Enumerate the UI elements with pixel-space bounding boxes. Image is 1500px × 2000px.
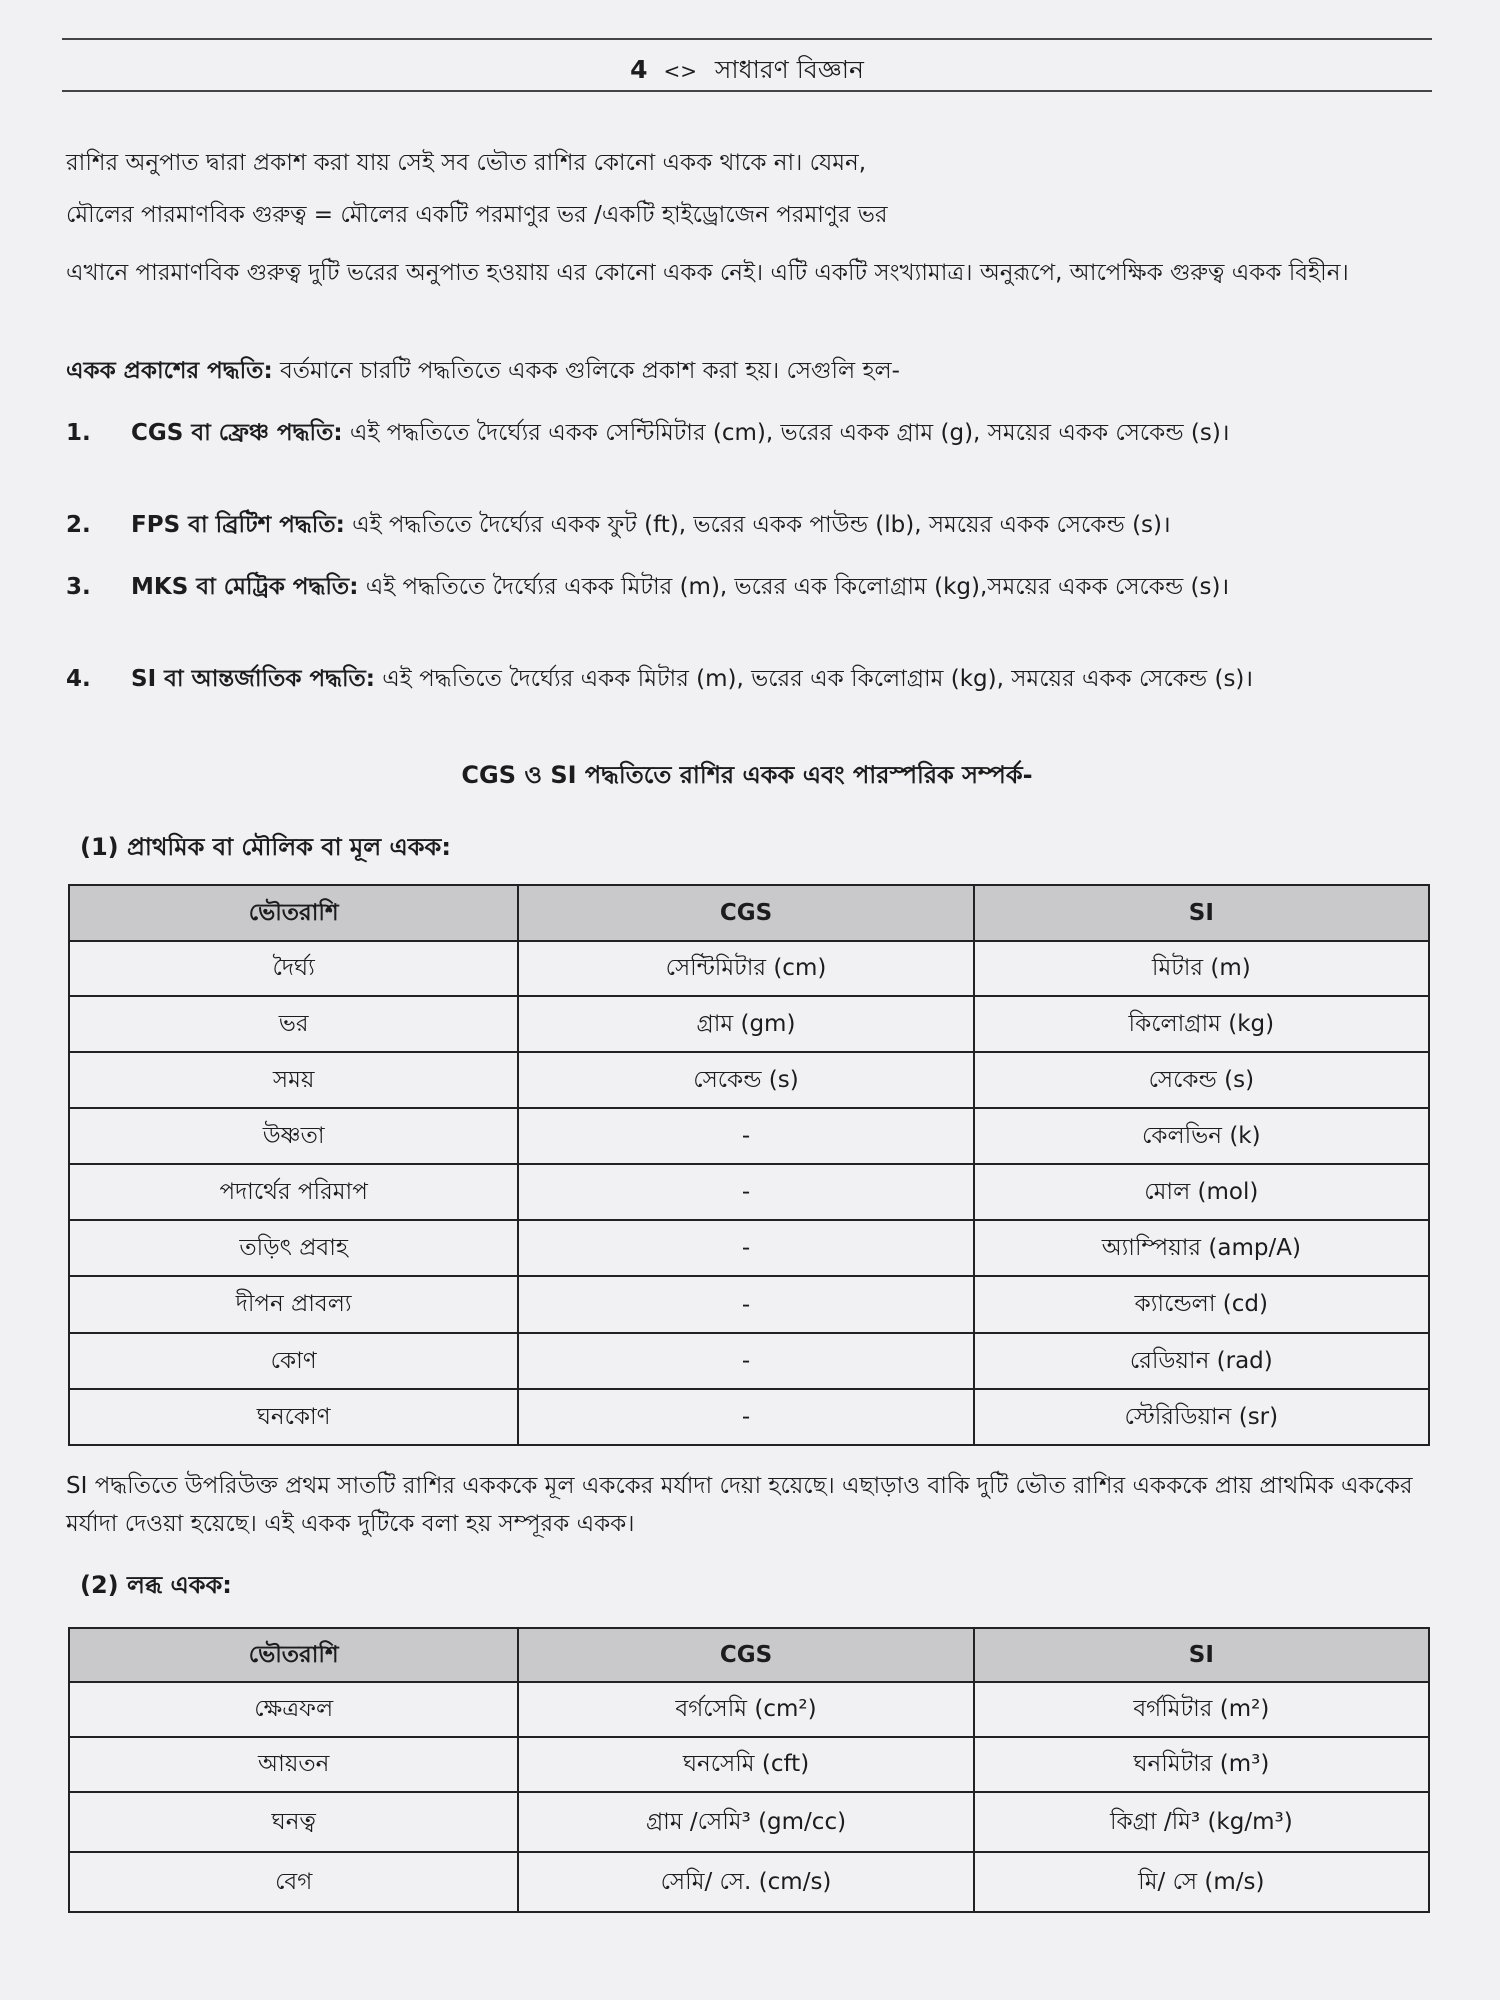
method-label: FPS বা ব্রিটিশ পদ্ধতি:	[131, 512, 345, 538]
table-row	[69, 1792, 1429, 1852]
method-desc: এই পদ্ধতিতে দৈর্ঘ্যের একক মিটার (m), ভরের এক কিলোগ্রাম (kg), সময়ের একক সেকেন্ড (s)।	[375, 666, 1254, 692]
table-row	[69, 1052, 1429, 1108]
cell-quantity: কোণ	[69, 1333, 518, 1389]
cell-quantity: ভর	[69, 996, 518, 1052]
method-label: SI বা আন্তর্জাতিক পদ্ধতি:	[131, 666, 375, 692]
book-title: সাধারণ বিজ্ঞান	[714, 55, 864, 84]
table-header-row	[69, 1628, 1429, 1682]
intro-paragraph: এখানে পারমাণবিক গুরুত্ব দুটি ভরের অনুপাত হওয়ায় এর কোনো একক নেই। এটি একটি সংখ্যামাত্র। অনুরূপে, আপেক্ষিক গুরুত্ব একক বিহীন।	[66, 260, 1349, 286]
table-row	[69, 941, 1429, 996]
table-row	[69, 1220, 1429, 1276]
cell-cgs: -	[518, 1276, 973, 1333]
cell-si: অ্যাম্পিয়ার (amp/A)	[974, 1220, 1429, 1276]
cell-si: কিগ্রা /মি³ (kg/m³)	[974, 1792, 1429, 1852]
intro-formula: মৌলের পারমাণবিক গুরুত্ব = মৌলের একটি পরমাণুর ভর /একটি হাইড্রোজেন পরমাণুর ভর	[66, 202, 888, 228]
cell-si: ঘনমিটার (m³)	[974, 1737, 1429, 1792]
cell-cgs: -	[518, 1108, 973, 1164]
cell-cgs: বর্গসেমি (cm²)	[518, 1682, 973, 1737]
table-row	[69, 1737, 1429, 1792]
column-header-cgs: CGS	[518, 885, 973, 941]
page-number: 4	[630, 55, 648, 84]
relation-title: CGS ও SI পদ্ধতিতে রাশির একক এবং পারস্পরিক সম্পর্ক-	[461, 761, 1033, 789]
cell-si: সেকেন্ড (s)	[974, 1052, 1429, 1108]
method-text	[131, 414, 1436, 452]
cell-cgs: -	[518, 1220, 973, 1276]
table-row	[69, 996, 1429, 1052]
header-line	[62, 50, 1432, 93]
table-row	[69, 1276, 1429, 1333]
method-number: 2.	[66, 512, 91, 538]
method-label: CGS বা ফ্রেঞ্চ পদ্ধতি:	[131, 420, 343, 446]
table-row	[69, 1333, 1429, 1389]
method-number: 1.	[66, 420, 91, 446]
cell-cgs: গ্রাম (gm)	[518, 996, 973, 1052]
cell-quantity: ঘনকোণ	[69, 1389, 518, 1445]
section-2-heading: (2) লব্ধ একক:	[80, 1571, 232, 1599]
method-text	[131, 506, 1436, 544]
method-label: MKS বা মেট্রিক পদ্ধতি:	[131, 574, 359, 600]
cell-cgs: সেকেন্ড (s)	[518, 1052, 973, 1108]
column-header-quantity: ভৌতরাশি	[69, 885, 518, 941]
cell-quantity: পদার্থের পরিমাপ	[69, 1164, 518, 1220]
table-row	[69, 1389, 1429, 1445]
cell-cgs: গ্রাম /সেমি³ (gm/cc)	[518, 1792, 973, 1852]
running-header	[62, 38, 1432, 92]
cell-cgs: -	[518, 1389, 973, 1445]
cell-si: মি/ সে (m/s)	[974, 1852, 1429, 1912]
table-header-row	[69, 885, 1429, 941]
section-1-heading: (1) প্রাথমিক বা মৌলিক বা মূল একক:	[80, 833, 451, 861]
cell-quantity: সময়	[69, 1052, 518, 1108]
nav-arrows-icon: <>	[663, 59, 697, 83]
cell-si: ক্যান্ডেলা (cd)	[974, 1276, 1429, 1333]
cell-si: মোল (mol)	[974, 1164, 1429, 1220]
cell-quantity: ক্ষেত্রফল	[69, 1682, 518, 1737]
cell-cgs: সেমি/ সে. (cm/s)	[518, 1852, 973, 1912]
fundamental-units-table	[68, 884, 1430, 1446]
methods-heading: একক প্রকাশের পদ্ধতি:	[66, 358, 273, 384]
method-text	[131, 568, 1436, 606]
method-desc: এই পদ্ধতিতে দৈর্ঘ্যের একক সেন্টিমিটার (cm), ভরের একক গ্রাম (g), সময়ের একক সেকেন্ড (s)।	[342, 420, 1230, 446]
column-header-quantity: ভৌতরাশি	[69, 1628, 518, 1682]
cell-si: স্টেরিডিয়ান (sr)	[974, 1389, 1429, 1445]
intro-line-1: রাশির অনুপাত দ্বারা প্রকাশ করা যায় সেই সব ভৌত রাশির কোনো একক থাকে না। যেমন,	[66, 150, 867, 176]
method-number: 4.	[66, 666, 91, 692]
table-row	[69, 1108, 1429, 1164]
cell-quantity: দৈর্ঘ্য	[69, 941, 518, 996]
cell-si: বর্গমিটার (m²)	[974, 1682, 1429, 1737]
method-text	[131, 660, 1436, 698]
cell-cgs: সেন্টিমিটার (cm)	[518, 941, 973, 996]
methods-intro	[66, 352, 1436, 390]
cell-si: রেডিয়ান (rad)	[974, 1333, 1429, 1389]
method-desc: এই পদ্ধতিতে দৈর্ঘ্যের একক মিটার (m), ভরের এক কিলোগ্রাম (kg),সময়ের একক সেকেন্ড (s)।	[358, 574, 1230, 600]
cell-quantity: ঘনত্ব	[69, 1792, 518, 1852]
column-header-si: SI	[974, 885, 1429, 941]
column-header-cgs: CGS	[518, 1628, 973, 1682]
methods-heading-rest: বর্তমানে চারটি পদ্ধতিতে একক গুলিকে প্রকাশ করা হয়। সেগুলি হল-	[272, 358, 900, 384]
table-row	[69, 1852, 1429, 1912]
cell-quantity: দীপন প্রাবল্য	[69, 1276, 518, 1333]
cell-cgs: -	[518, 1164, 973, 1220]
supplementary-note: SI পদ্ধতিতে উপরিউক্ত প্রথম সাতটি রাশির একককে মূল এককের মর্যাদা দেয়া হয়েছে। এছাড়াও বাকি দুটি ভৌত রাশির একককে প্রায় প্রাথমিক এককের মর্যাদা দেওয়া হয়েছে। এই একক দুটিকে বলা হয় সম্পূরক একক।	[66, 1473, 1413, 1537]
cell-si: কিলোগ্রাম (kg)	[974, 996, 1429, 1052]
derived-units-table	[68, 1627, 1430, 1913]
cell-quantity: উষ্ণতা	[69, 1108, 518, 1164]
table-row	[69, 1164, 1429, 1220]
cell-quantity: আয়তন	[69, 1737, 518, 1792]
method-number: 3.	[66, 574, 91, 600]
column-header-si: SI	[974, 1628, 1429, 1682]
table-row	[69, 1682, 1429, 1737]
cell-cgs: -	[518, 1333, 973, 1389]
cell-si: কেলভিন (k)	[974, 1108, 1429, 1164]
cell-quantity: তড়িৎ প্রবাহ	[69, 1220, 518, 1276]
cell-quantity: বেগ	[69, 1852, 518, 1912]
cell-cgs: ঘনসেমি (cft)	[518, 1737, 973, 1792]
method-desc: এই পদ্ধতিতে দৈর্ঘ্যের একক ফুট (ft), ভরের একক পাউন্ড (lb), সময়ের একক সেকেন্ড (s)।	[344, 512, 1171, 538]
cell-si: মিটার (m)	[974, 941, 1429, 996]
